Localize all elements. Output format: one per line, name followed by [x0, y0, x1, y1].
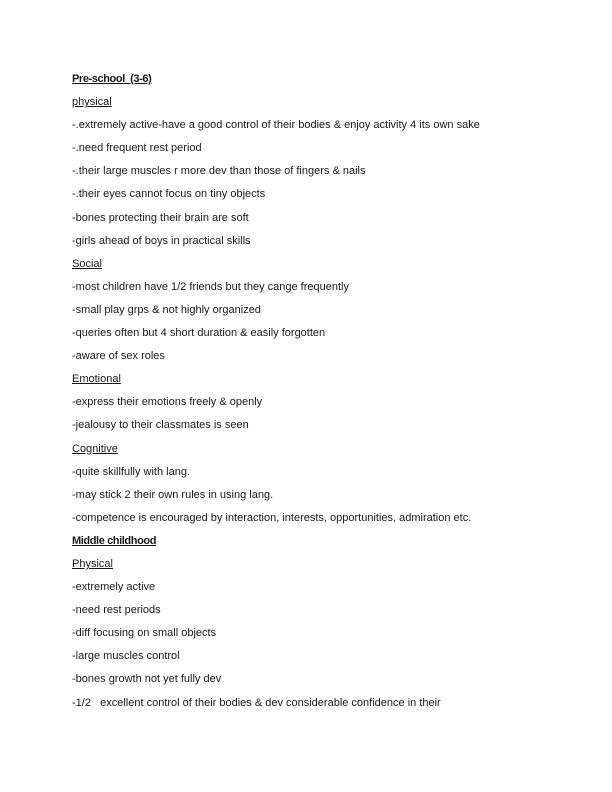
- list-item: -may stick 2 their own rules in using lang.: [72, 488, 274, 501]
- list-item: -aware of sex roles: [72, 350, 165, 363]
- list-item: -large muscles control: [72, 650, 180, 663]
- subheading-social: Social: [72, 257, 102, 270]
- list-item: -girls ahead of boys in practical skills: [72, 234, 251, 247]
- list-item: -need rest periods: [72, 604, 161, 617]
- list-item: -express their emotions freely & openly: [72, 396, 263, 409]
- subheading-physical: Physical: [72, 557, 113, 570]
- section-title-preschool: Pre-school (3-6): [72, 73, 152, 85]
- list-item: -most children have 1/2 friends but they cange frequently: [72, 280, 349, 293]
- list-item: -bones protecting their brain are soft: [72, 211, 249, 224]
- list-item: -bones growth not yet fully dev: [72, 673, 222, 686]
- section-title-middle-childhood: Middle childhood: [72, 534, 157, 547]
- document-page: [72, 71, 552, 718]
- list-item: -.their large muscles r more dev than those of fingers & nails: [72, 165, 366, 178]
- list-item: -.extremely active-have a good control of their bodies & enjoy activity 4 its own sake: [72, 119, 480, 132]
- subheading-physical: physical: [72, 96, 112, 109]
- subheading-cognitive: Cognitive: [72, 442, 118, 455]
- list-item: -extremely active: [72, 581, 156, 594]
- list-item: -queries often but 4 short duration & easily forgotten: [72, 327, 326, 340]
- list-item: -small play grps & not highly organized: [72, 303, 261, 316]
- subheading-emotional: Emotional: [72, 373, 121, 386]
- list-item: -.their eyes cannot focus on tiny objects: [72, 188, 266, 201]
- list-item: -quite skillfully with lang.: [72, 465, 190, 478]
- list-item: -competence is encouraged by interaction, interests, opportunities, admiration etc.: [72, 511, 472, 524]
- list-item: -1/2 excellent control of their bodies & dev considerable confidence in their: [72, 696, 441, 709]
- list-item: -.need frequent rest period: [72, 142, 202, 155]
- list-item: -diff focusing on small objects: [72, 627, 217, 640]
- list-item: -jealousy to their classmates is seen: [72, 419, 249, 432]
